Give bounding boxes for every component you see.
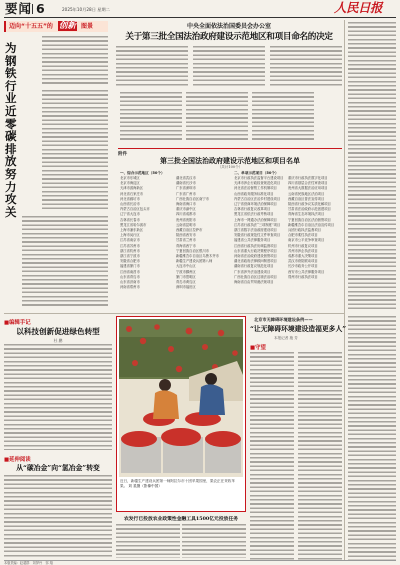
list-entry: 北京市海淀区 [120,181,140,186]
list-entry: 广东省涉外法治建设项目 [234,269,271,274]
list-entry: 北京市行政执法监督平台建设项目 [234,176,284,180]
list-entry: 新疆维吾尔自治区法治宣传项目 [288,222,335,227]
list-entry: 青岛市黄岛区 [176,280,196,285]
list-entry: 陕西省西安市 [176,233,196,238]
extended-tag [4,455,31,463]
list-entry: 深圳市福田区 [176,285,196,290]
list-entry: 浙江省数字法治政府建设项目 [234,228,277,233]
list-entry: 江苏省行政执法“三项制度”项目 [234,222,281,227]
list-entry: 上海市闵行区 [120,233,140,238]
commentary-body [4,344,112,450]
list-entry: 宁波市鄞州区 [176,269,196,274]
list-entry: 四川省成都市 [176,212,196,217]
photo-block [116,316,246,512]
date-line: 2025年10月28日 星期二 [62,7,110,12]
list-entry: 青海省生态环境执法项目 [288,212,325,217]
list-entry: 内蒙古自治区法治乡村建设项目 [234,196,281,201]
list-col-head-1: 一、综合示范地区（50个） [120,171,165,175]
list-entry: 陕西省行政争议实质化解项目 [288,202,331,207]
right-mid-body-2 [298,352,342,560]
list-entry: 天津市涉企行政检查规范化项目 [234,181,281,186]
list-entry: 云南省昆明市 [176,222,196,227]
list-entry: 云南省民族地区法治项目 [288,191,325,196]
right-tag [250,343,266,351]
list-column-4 [288,176,342,308]
list-entry: 天津市滨海新区 [120,186,144,191]
list-entry: 成都市重大决策项目 [288,254,318,259]
right-mid-block [250,316,347,561]
list-entry: 辽宁省营商环境法治保障项目 [234,202,277,207]
list-col-head-2: 二、单项示范项目（50个） [234,171,279,175]
list-entry: 上海市一网通办法治保障项目 [234,217,277,222]
list-entry: 黑龙江省依法行政考核项目 [234,212,274,217]
list-entry: 广西壮族自治区边境法治项目 [234,274,277,279]
bottom-center-headline: 农发行已投放农业政策性金融工具1500亿元投放任务 [123,516,239,522]
list-entry: 湖南省长沙市 [176,181,196,186]
list-entry: 江西省行政执法协调监督项目 [234,243,277,248]
list-entry: 郑州市行政执法项目 [288,274,318,279]
list-entry: 安徽省行政规范性文件审查项目 [234,233,281,238]
section-divider [32,4,33,14]
list-entry: 福建省公共法律服务项目 [234,238,271,243]
list-entry: 吉林省长春市 [120,217,140,222]
list-entry: 厦门市思明区 [176,274,196,279]
lead-body-3 [270,46,342,88]
article-body-right-top [348,22,396,312]
commentary-byline: 杜 鹏 [53,338,63,343]
list-entry: 江苏省苏州市 [120,243,140,248]
list-entry: 河北省石家庄市 [120,191,144,196]
series-tag-post: 图景 [81,23,94,30]
lead-headline: 关于第三批全国法治政府建设示范地区和项目命名的决定 [125,32,333,42]
list-entry: 湖北省武汉市 [176,176,196,180]
list-box [118,148,342,310]
intro-blurb [42,36,108,84]
list-box-title: 第三批全国法治政府建设示范地区和项目名单 [160,156,300,165]
list-entry: 贵州省大数据法治应用项目 [288,186,328,191]
list-entry: 海南省海口市 [176,202,196,207]
commentary-tag [4,318,31,326]
series-tag [4,21,108,32]
page-number: 6 [36,1,45,16]
list-entry: 山西省长治市 [120,202,140,207]
list-entry: 河南省法治政府建设督察项目 [234,254,277,259]
list-entry: 浙江省宁波市 [120,254,140,259]
rule-right-col [344,20,345,560]
list-entry: 甘肃省法治政府示范创建项目 [288,207,331,212]
list-entry: 上海市浦东新区 [120,228,144,233]
tag-square-icon: ■ [250,345,256,351]
apple-harvest-photo [119,319,243,477]
list-entry: 武汉市府院联动项目 [288,259,318,264]
footer-rule [4,560,396,561]
list-entry: 内蒙古自治区包头市 [120,207,150,212]
list-box-label: 附件 [118,152,128,157]
extended-headline: 从“碳冶金”向“氢冶金”转变 [16,464,100,472]
tag-square-icon: ■ [4,457,10,463]
list-entry: 江苏省南京市 [120,238,140,243]
list-entry: 北京市东城区 [120,176,140,180]
article-body-mid-1 [120,92,182,142]
series-tag-pre: 迈向“十五五”的 [9,23,53,30]
list-entry: 河北省廊坊市 [120,196,140,201]
tag-square-icon: ■ [4,320,10,326]
list-entry: 山东省重大行政决策程序项目 [234,248,277,253]
list-entry: 重庆市行政执法数字化项目 [288,176,328,180]
article-body-mid-3 [252,92,314,142]
vertical-headline: 为钢铁行业近零碳排放努力攻关 [5,41,17,219]
list-entry: 青海省西宁市 [176,243,196,248]
lead-body-1 [116,46,188,88]
list-entry: 大连市中山区 [176,264,196,269]
list-entry: 西藏自治区拉萨市 [176,228,203,233]
photo-credit: 刘 星摄（影像中国） [128,483,162,488]
list-entry: 山东省青岛市 [120,274,140,279]
list-entry: 宁夏回族自治区法治督察项目 [288,217,331,222]
right-mid-body-1 [250,352,294,560]
list-entry: 长沙市政务公开项目 [288,264,318,269]
list-entry: 重庆市渝中区 [176,207,196,212]
list-entry: 辽宁省大连市 [120,212,140,217]
commentary-tag-text: 编辑手记 [9,320,31,326]
list-entry: 四川省基层合法性审查项目 [288,181,328,186]
article-body-left-a [42,90,108,210]
list-entry: 江西省南昌市 [120,269,140,274]
list-entry: 广东省深圳市 [176,186,196,191]
lead-body-2 [193,46,265,88]
list-column-1 [120,176,174,308]
list-entry: 宁夏回族自治区银川市 [176,248,209,253]
list-entry: 苏州市涉企执法项目 [288,248,318,253]
list-entry: 广西壮族自治区南宁市 [176,196,209,201]
list-entry: 河南省郑州市 [120,285,140,290]
extended-block [4,455,112,560]
list-entry: 海南省自由贸易港法规项目 [234,280,274,285]
rule-mid [4,313,344,314]
list-entry: 湖北省政府法律顾问制度项目 [234,259,277,264]
article-body-right-bottom [348,316,396,560]
list-entry: 杭州市行政复议项目 [288,243,318,248]
article-body-left-b [22,216,108,306]
top-lead [116,20,342,90]
list-entry: 山西省政务服务标准化项目 [234,191,274,196]
series-tag-em: 创新 [59,21,77,31]
left-column [4,20,114,310]
list-entry: 安徽省合肥市 [120,259,140,264]
right-headline: “让无障碍环境建设造福更多人” [250,325,347,333]
article-body-mid-2 [186,92,248,142]
right-tag-text: 守望 [255,345,266,351]
list-entry: 吉林省行政复议改革项目 [234,207,271,212]
extended-body [4,475,112,559]
commentary-block [4,316,112,452]
page-header [0,0,400,18]
photo-caption [120,479,242,509]
extended-tag-text: 延伸阅读 [9,457,31,463]
list-box-subtitle: （共计100个） [217,165,243,169]
list-entry: 山东省济南市 [120,280,140,285]
right-byline: 本报记者 施 芳 [274,336,298,340]
list-entry: 黑龙江省哈尔滨市 [120,222,147,227]
list-column-2 [176,176,230,308]
right-section-line: 北京市无障碍环境建设条例—— [254,317,313,322]
list-entry: 南京市公平竞争审查项目 [288,238,325,243]
list-column-3 [234,176,286,308]
list-entry: 新疆生产建设兵团第八师 [176,259,213,264]
section-name: 要闻 [5,1,33,16]
footer-editor: 本版责编：赵超群 刘梦丹 邹 翔 [4,561,53,565]
list-entry: 浙江省杭州市 [120,248,140,253]
list-entry: 西安市公共法律服务项目 [288,269,325,274]
masthead-logo: 人民日报 [333,0,382,15]
bottom-center-body-1 [116,524,180,558]
list-entry: 新疆维吾尔自治区乌鲁木齐市 [176,254,219,259]
list-entry: 河北省法治督察工作机制项目 [234,186,277,191]
list-entry: 合肥市柔性执法项目 [288,233,318,238]
list-entry: 兵团行政执法监督项目 [288,228,321,233]
header-rule [4,17,396,18]
list-entry: 福建省厦门市 [120,264,140,269]
lead-kicker: 中央全面依法治国委员会办公室 [186,23,271,30]
bottom-center-body-2 [182,524,246,558]
list-entry: 湖南省行政复议规范化项目 [234,264,274,269]
commentary-headline: 以科技创新促进绿色转型 [16,327,100,336]
list-entry: 甘肃省兰州市 [176,238,196,243]
list-entry: 贵州省贵阳市 [176,217,196,222]
photo-caption-lead: 近日，新疆生产建设兵团第一师阿拉尔市十团苹果园里，果农正在采收苹果。 [120,479,235,488]
list-entry: 广东省广州市 [176,191,196,196]
list-entry: 西藏自治区普法宣传项目 [288,196,325,201]
